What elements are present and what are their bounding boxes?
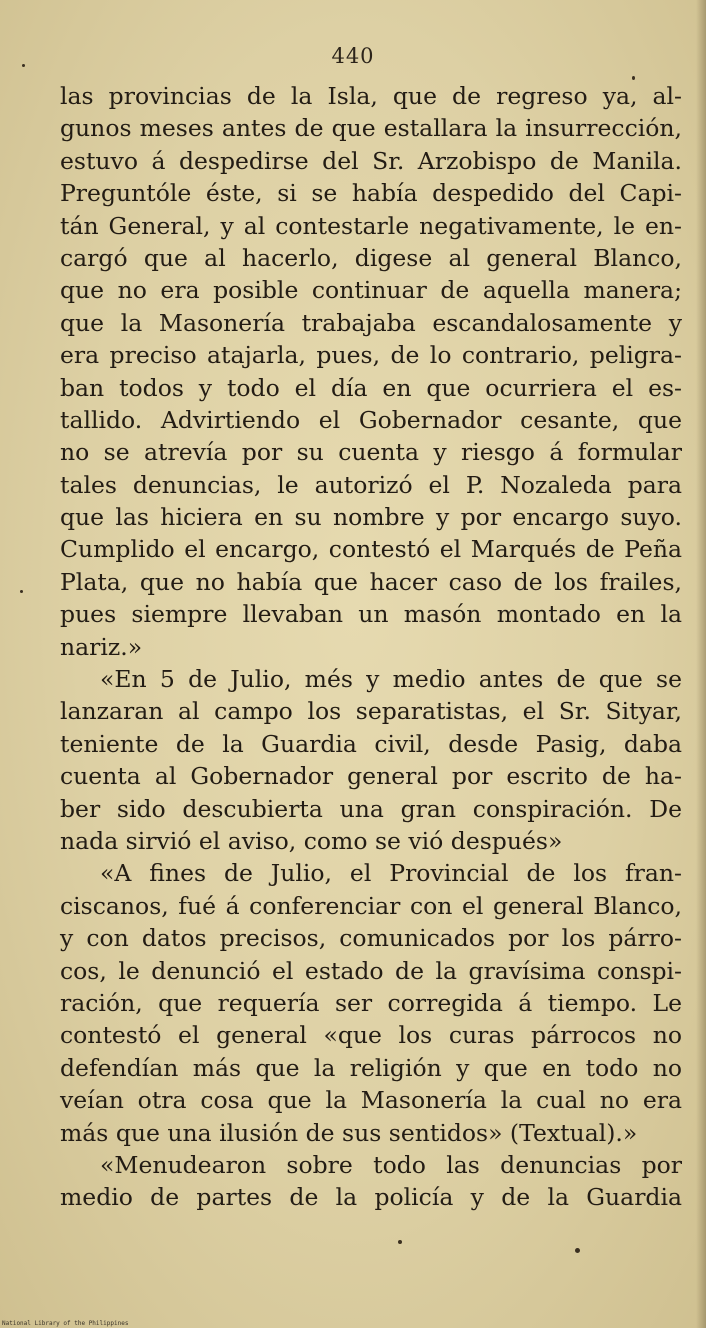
text-line: Plata, que no había que hacer caso de los frailes,: [60, 567, 682, 596]
text-line: teniente de la Guardia civil, desde Pasig, daba: [60, 729, 682, 758]
text-line: tales denuncias, le autorizó el P. Nozaleda para: [60, 470, 682, 499]
text-line: Cumplido el encargo, contestó el Marqués de Peña: [60, 535, 682, 564]
text-line: cargó que al hacerlo, digese al general Blanco,: [60, 243, 682, 272]
text-line: tallido. Advirtiendo el Gobernador cesante, que: [60, 405, 682, 434]
text-line: gunos meses antes de que estallara la insurrección,: [60, 114, 682, 143]
text-line: que no era posible continuar de aquella manera;: [60, 276, 682, 305]
paragraph-3: [60, 857, 682, 1149]
text-line: «A fines de Julio, el Provincial de los fran-: [100, 859, 682, 888]
library-credit: National Library of the Philippines: [2, 1320, 129, 1327]
body-text: [60, 80, 682, 1214]
text-line: nada sirvió el aviso, como se vió después»: [60, 826, 563, 855]
text-line: cuenta al Gobernador general por escrito de ha-: [60, 762, 682, 791]
text-line: «Menudearon sobre todo las denuncias por: [100, 1150, 682, 1179]
text-line: defendían más que la religión y que en todo no: [60, 1053, 682, 1082]
text-line: que las hiciera en su nombre y por encargo suyo.: [60, 503, 682, 532]
text-line: no se atrevía por su cuenta y riesgo á formular: [60, 438, 682, 467]
text-line: contestó el general «que los curas párrocos no: [60, 1021, 682, 1050]
page-edge-shadow: [696, 0, 706, 1328]
paragraph-1: [60, 80, 682, 663]
paragraph-4: [60, 1149, 682, 1214]
text-line: veían otra cosa que la Masonería la cual no era: [60, 1086, 682, 1115]
text-line: las provincias de la Isla, que de regreso ya, al-: [60, 82, 682, 110]
text-line: lanzaran al campo los separatistas, el Sr. Sityar,: [60, 697, 682, 726]
paper-speck: [398, 1240, 402, 1244]
paragraph-2: [60, 663, 682, 857]
text-line: ban todos y todo el día en que ocurriera el es-: [60, 373, 682, 402]
paper-speck: [575, 1248, 580, 1253]
text-line: ber sido descubierta una gran conspiración. De: [60, 794, 682, 823]
text-line: medio de partes de la policía y de la Guardia: [60, 1183, 682, 1212]
text-line: tán General, y al contestarle negativamente, le en-: [60, 211, 682, 240]
text-line: era preciso atajarla, pues, de lo contrario, peligra-: [60, 341, 682, 370]
paper-speck: [22, 64, 25, 67]
text-line: «En 5 de Julio, més y medio antes de que se: [100, 665, 682, 694]
text-line: que la Masonería trabajaba escandalosamente y: [60, 308, 682, 337]
text-line: pues siempre llevaban un masón montado en la: [60, 600, 682, 629]
text-line: más que una ilusión de sus sentidos» (Textual).»: [60, 1118, 638, 1147]
text-line: estuvo á despedirse del Sr. Arzobispo de Manila.: [60, 146, 682, 175]
paper-speck: [632, 76, 635, 80]
text-line: y con datos precisos, comunicados por los párro-: [60, 924, 682, 953]
text-line: cos, le denunció el estado de la gravísima conspi-: [60, 956, 682, 985]
text-line: ración, que requería ser corregida á tiempo. Le: [60, 988, 682, 1017]
text-line: Preguntóle éste, si se había despedido del Capi-: [60, 179, 682, 208]
paper-speck: [20, 590, 23, 593]
page-number: 440: [331, 44, 375, 68]
text-line: ciscanos, fué á conferenciar con el general Blanco,: [60, 891, 682, 920]
text-line: nariz.»: [60, 632, 143, 661]
